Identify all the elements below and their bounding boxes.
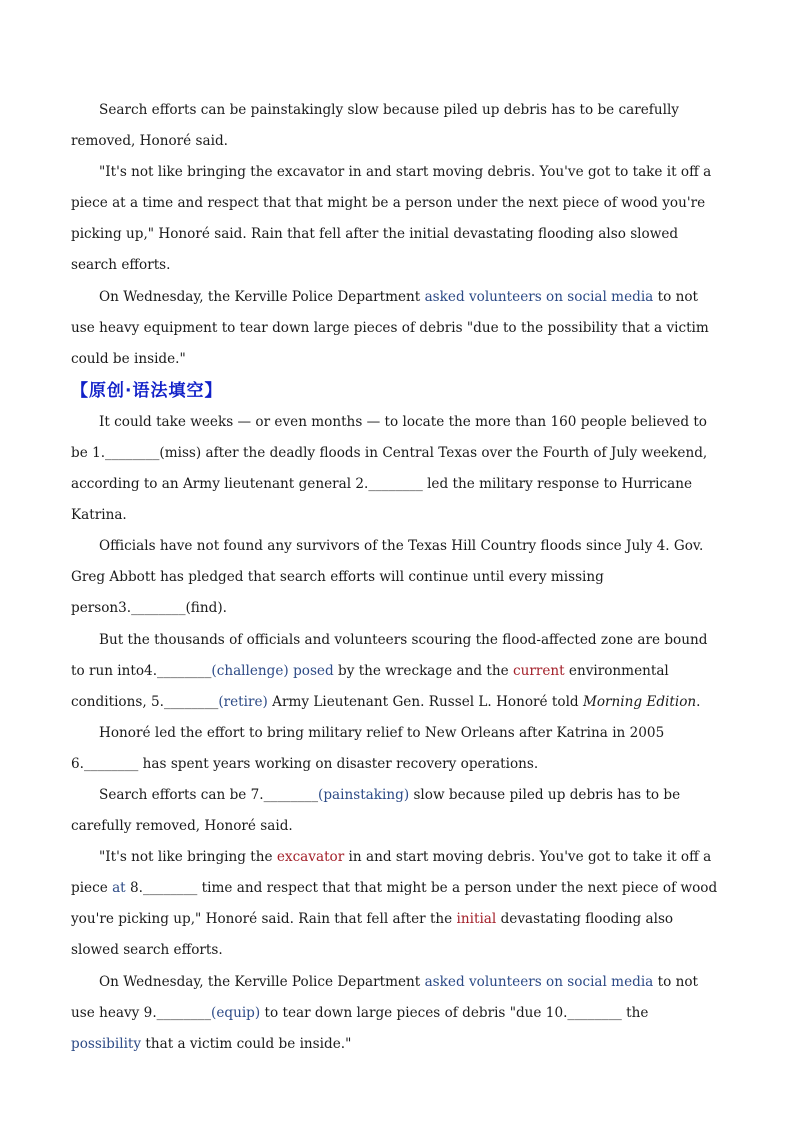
text: Search efforts can be 7.________ [99, 786, 319, 803]
link-text[interactable]: asked volunteers on social media [424, 288, 654, 305]
text: On Wednesday, the Kerville Police Department [99, 288, 425, 305]
highlight-word: current [512, 662, 565, 679]
text: devastating flooding also slowed search efforts. [71, 911, 674, 959]
paragraph: "It's not like bringing the excavator in and start moving debris. You've got to take it off a piece at a time and respect that that might be a person under the next piece of wood you're picking up," Honoré said. Rain that fell after the initial devastating flooding also slowed search efforts. [71, 164, 712, 274]
text: But the thousands of officials and volunteers scouring the flood-affected zone are bound to run into4.________ [71, 631, 708, 679]
exercise-paragraph: It could take weeks — or even months — to locate the more than 160 people believed to be 1.________(miss) after the deadly floods in Central Texas over the Fourth of July weekend, according to an Army lieutenant general 2.________ led the military response to Hurricane Katrina. [71, 413, 708, 524]
text: to not use heavy equipment to tear down large pieces of debris "due to the possibility that a victim could be inside." [71, 288, 709, 367]
text: environmental conditions, 5.________ [71, 662, 669, 710]
text: that a victim could be inside." [141, 1035, 352, 1052]
exercise-paragraph: Officials have not found any survivors of the Texas Hill Country floods since July 4. Gov. Greg Abbott has pledged that search efforts will continue until every missing person3.________(find). [71, 538, 704, 617]
text: slow because piled up debris has to be carefully removed, Honoré said. [71, 786, 681, 835]
hint-word: (challenge) [211, 662, 289, 679]
exercise-paragraph: Honoré led the effort to bring military relief to New Orleans after Katrina in 2005 6.________ has spent years working on disaster recovery operations. [71, 724, 665, 772]
highlight-word: at [112, 880, 126, 897]
text: . [696, 693, 701, 710]
text: by the wreckage and the [333, 662, 513, 679]
hint-word: (painstaking) [318, 786, 410, 803]
hint-word: (retire) [218, 693, 268, 710]
exercise-paragraph [71, 625, 721, 718]
text: "It's not like bringing the [99, 849, 277, 866]
hint-word: (equip) [211, 1004, 261, 1021]
paragraph [71, 282, 721, 375]
document-page [71, 95, 721, 1060]
text: Army Lieutenant Gen. Russel L. Honoré told [267, 693, 583, 710]
highlight-word: posed [293, 662, 334, 679]
exercise-paragraph [71, 842, 721, 966]
program-title: Morning Edition [582, 693, 697, 710]
highlight-word: initial [456, 911, 497, 928]
paragraph: Search efforts can be painstakingly slow because piled up debris has to be carefully removed, Honoré said. [71, 102, 679, 150]
exercise-paragraph [71, 780, 721, 842]
highlight-word: excavator [276, 849, 345, 866]
text: in and start moving debris. You've got to take it off a piece [71, 849, 712, 897]
highlight-word: possibility [71, 1035, 142, 1052]
text: 8.________ time and respect that that might be a person under the next piece of wood you're picking up," Honoré said. Rain that fell after the [71, 880, 718, 928]
text: to tear down large pieces of debris "due 10.________ the [260, 1004, 649, 1021]
text: to not use heavy 9.________ [71, 973, 698, 1021]
link-text[interactable]: asked volunteers on social media [424, 973, 654, 990]
section-heading: 【原创·语法填空】 [71, 380, 223, 401]
text: On Wednesday, the Kerville Police Department [99, 973, 425, 990]
exercise-paragraph [71, 967, 721, 1060]
